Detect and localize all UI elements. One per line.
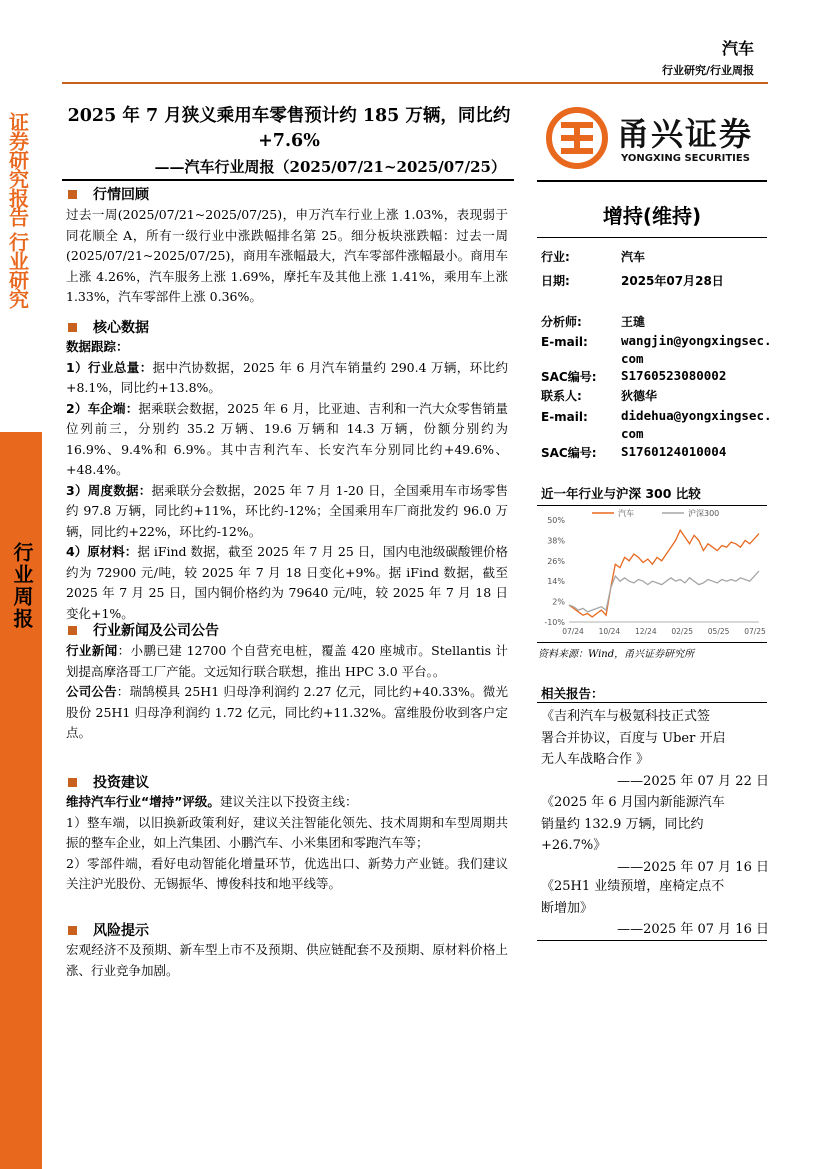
news-label: 行业新闻 (66, 643, 118, 658)
related-report-1[interactable] (541, 706, 769, 792)
rating: 增持(维持) (602, 204, 702, 228)
series-line-auto (569, 530, 759, 617)
email-line: com (621, 426, 644, 441)
chart-title: 近一年行业与沪深 300 比较 (541, 486, 701, 501)
info-sac-label: SAC编号: (541, 370, 597, 384)
side-band (0, 432, 42, 1169)
chart-divider-bottom (537, 642, 767, 643)
x-tick-label: 02/25 (671, 627, 694, 636)
header-report-type: 行业研究/行业周报 (661, 64, 754, 77)
logo-divider (537, 180, 767, 182)
email-line: wangjin@yongxingsec. (621, 333, 772, 348)
rating-divider (537, 237, 767, 238)
info-date (541, 272, 724, 290)
section-bullet-icon (68, 323, 77, 332)
y-tick-label: -10% (544, 618, 565, 627)
analyst-email[interactable] (621, 332, 772, 368)
section-market-review (68, 184, 149, 204)
related-date: ——2025 年 07 月 16 日 (617, 859, 769, 875)
related-end-divider (537, 940, 767, 941)
news-body: ：小鹏已建 12700 个自营充电桩，覆盖 420 座城市。Stellantis 计划提高摩洛哥工厂产能。文远知行联合联想，推出 HPC 3.0 平台。。 (66, 643, 508, 679)
investment-lead-rest: 建议关注以下投资主线： (219, 794, 358, 809)
core-item-label: 3）周度数据： (66, 482, 152, 498)
info-value: 汽车 (621, 250, 646, 264)
info-sac2-label: SAC编号: (541, 446, 597, 460)
logo-name-en: YONGXING SECURITIES (621, 153, 750, 164)
section-bullet-icon (68, 926, 77, 935)
investment-text (66, 792, 508, 895)
info-value: 狄德华 (621, 389, 658, 403)
related-reports-heading: 相关报告： (541, 686, 604, 701)
core-item-text: 据中汽协数据，2025 年 6 月汽车销量约 290.4 万辆，环比约+8.1%，同比约+13.8%。 (66, 359, 508, 395)
report-subtitle: ——汽车行业周报（2025/07/21~2025/07/25） (154, 158, 506, 176)
y-tick-label: 14% (547, 577, 565, 587)
related-divider (537, 702, 767, 703)
section-title: 投资建议 (93, 775, 149, 791)
investment-lead: 维持汽车行业“增持”评级。 (66, 794, 220, 809)
info-analyst (541, 313, 645, 331)
section-bullet-icon (68, 626, 77, 635)
header-industry: 汽车 (721, 39, 754, 58)
y-tick-label: 26% (547, 556, 565, 566)
y-tick-label: 38% (547, 536, 565, 546)
info-label: 联系人: (541, 389, 582, 403)
related-date: ——2025 年 07 月 16 日 (617, 922, 769, 937)
side-label-weekly: 行业周报 (10, 542, 34, 630)
y-tick-label: 2% (552, 597, 565, 607)
legend-label: 沪深300 (688, 509, 720, 518)
related-line: 无人车战略合作 》 (541, 752, 650, 767)
email-line: didehua@yongxingsec. (621, 408, 772, 423)
y-tick-label: 50% (547, 516, 565, 525)
x-tick-label: 12/24 (634, 627, 657, 636)
analyst-sac: S1760523080002 (621, 368, 727, 383)
core-item-text: 据 iFind 数据，截至 2025 年 7 月 25 日，国内电池级碳酸锂价格约为 72900 元/吨，较 2025 年 7 月 18 日变化+9%。据 iFind 数据，截至 2025 年 7 月 25 日，国内铜价格约为 79640 元/吨，较 2025 年 7 月 18 日变化+1%。 (66, 544, 508, 621)
company-logo (545, 105, 761, 171)
core-data-text (66, 337, 508, 624)
investment-item: 2）零部件端，看好电动智能化增量环节，优选出口、新势力产业链。我们建议关注沪光股份、无锡振华、博俊科技和地平线等。 (66, 855, 508, 891)
section-bullet-icon (68, 778, 77, 787)
related-line: 《吉利汽车与极氪科技正式签 (541, 709, 711, 724)
related-line: 《2025 年 6 月国内新能源汽车 (541, 795, 725, 810)
related-report-3[interactable] (541, 876, 769, 941)
risk-text: 宏观经济不及预期、新车型上市不及预期、供应链配套不及预期、原材料价格上涨、行业竞争加剧。 (66, 942, 508, 978)
logo-name-cn: 甬兴证券 (617, 115, 754, 153)
info-email-label: E-mail: (541, 335, 588, 349)
x-tick-label: 07/25 (744, 627, 766, 636)
section-bullet-icon (68, 190, 77, 199)
info-label: 分析师: (541, 315, 582, 329)
market-review-text: 过去一周(2025/07/21~2025/07/25)，申万汽车行业上涨 1.03%，表现弱于同花顺全 A，所有一级行业中涨跌幅排名第 25。细分板块涨跌幅：过去一周(2025/07/21~2025/07/25)，商用车涨幅最大，汽车零部件涨幅最小。商用车上涨 4.26%，汽车服务上涨 1.69%，摩托车及其他上涨 1.41%，乘用车上涨 1.33%，汽车零部件上涨 0.36%。 (66, 207, 508, 304)
side-label-research: 证券研究报告 行业研究 (0, 112, 32, 320)
section-news (68, 620, 219, 640)
related-date: ——2025 年 07 月 22 日 (617, 773, 769, 789)
related-report-2[interactable] (541, 792, 769, 878)
info-industry (541, 248, 645, 266)
core-item-text: 据乘联会数据，2025 年 6 月，比亚迪、吉利和一汽大众零售销量位列前三，分别约 35.2 万辆、19.6 万辆和 14.3 万辆，份额分别约为 16.9%、9.4%和 6.9%。其中吉利汽车、长安汽车分别同比约+49.6%、+48.4%。 (66, 400, 508, 477)
core-item-label: 2）车企端： (66, 400, 139, 416)
info-value: 王璡 (621, 315, 646, 329)
info-label: 行业: (541, 250, 570, 264)
core-item-label: 4）原材料： (66, 544, 138, 559)
report-title-line1: 2025 年 7 月狭义乘用车零售预计约 185 万辆，同比约 (67, 106, 511, 126)
x-tick-label: 07/24 (562, 627, 584, 636)
info-contact (541, 387, 657, 405)
related-line: +26.7%》 (541, 838, 607, 853)
x-tick-label: 05/25 (707, 627, 730, 636)
related-line: 《25H1 业绩预增，座椅定点不 (541, 879, 725, 894)
related-line: 署合并协议，百度与 Uber 开启 (541, 730, 726, 746)
section-risk (68, 920, 149, 940)
series-line-hs300 (569, 571, 759, 612)
core-tracking-label: 数据跟踪： (66, 339, 129, 354)
contact-email[interactable] (621, 407, 772, 443)
related-line: 断增加》 (541, 900, 594, 916)
section-title: 行情回顾 (93, 187, 149, 203)
email-line: com (621, 351, 644, 366)
info-label: 日期: (541, 274, 570, 288)
section-title: 核心数据 (93, 320, 149, 336)
info-value: 2025年07月28日 (621, 274, 724, 288)
legend-label: 汽车 (618, 509, 634, 518)
title-divider (62, 179, 514, 181)
section-core-data (68, 317, 149, 337)
chart-source: 资料来源：Wind，甬兴证券研究所 (538, 649, 695, 660)
section-investment (68, 772, 149, 792)
info-email2-label: E-mail: (541, 410, 588, 424)
comparison-chart (537, 506, 767, 642)
investment-item: 1）整车端，以旧换新政策利好，建议关注智能化领先、技术周期和车型周期共振的整车企业，如上汽集团、小鹏汽车、小米集团和零跑汽车等； (66, 814, 508, 850)
core-item-label: 1）行业总量： (66, 359, 153, 375)
report-title (58, 104, 520, 154)
announcement-label: 公司公告 (66, 684, 117, 699)
x-tick-label: 10/24 (598, 627, 621, 636)
related-line: 销量约 132.9 万辆，同比约 (541, 816, 704, 832)
news-text (66, 641, 508, 744)
announcement-body: ：瑞鹄模具 25H1 归母净利润约 2.27 亿元，同比约+40.33%。微光股份 25H1 归母净利润约 1.72 亿元，同比约+11.32%。富维股份收到客户定点。 (66, 684, 508, 740)
section-title: 行业新闻及公司公告 (93, 623, 219, 639)
section-title: 风险提示 (93, 923, 149, 939)
header-divider (62, 82, 768, 84)
report-title-line2: +7.6% (258, 131, 320, 151)
contact-sac: S1760124010004 (621, 444, 727, 459)
core-item-text: 据乘联分会数据，2025 年 7 月 1-20 日，全国乘用车市场零售约 97.8 万辆，同比约+11%，环比约-12%；全国乘用车厂商批发约 96.0 万辆，同比约+22%，环比约-12%。 (66, 482, 508, 539)
